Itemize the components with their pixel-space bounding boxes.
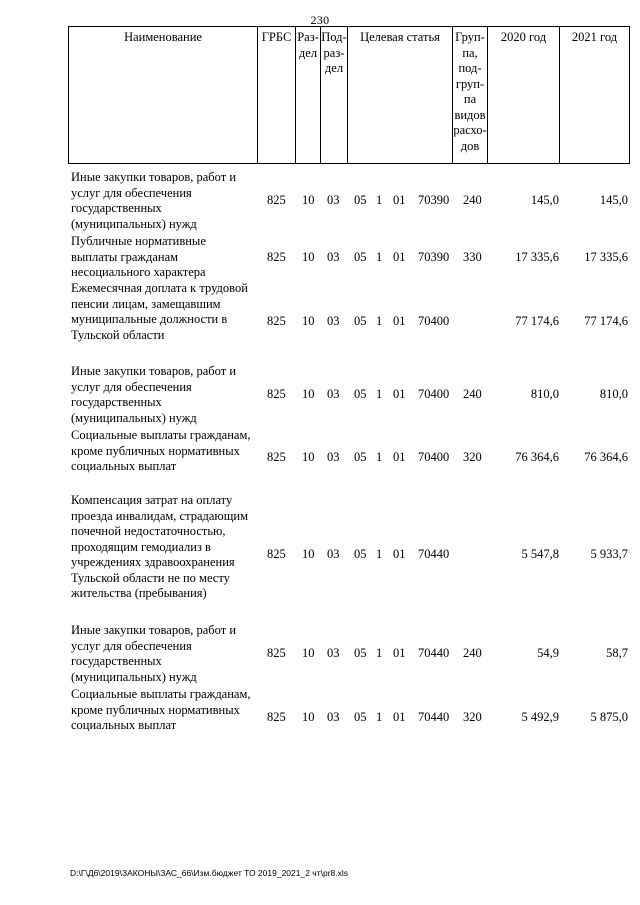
row-name: Социальные выплаты гражданам, кроме публичных нормативных социальных выплат — [71, 687, 251, 732]
row-direction: 70390 — [418, 193, 450, 207]
row-direction: 70440 — [418, 710, 450, 724]
header-expense-group: Груп- па, под- груп- па видов расхо- дов — [452, 27, 487, 163]
row-name: Публичные нормативные выплаты гражданам несоциального характера — [71, 234, 206, 279]
header-2020: 2020 год — [487, 27, 559, 163]
row-podrazdel: 03 — [327, 646, 340, 660]
row-subprogram: 1 — [376, 547, 383, 561]
row-razdel: 10 — [302, 710, 315, 724]
row-podrazdel: 03 — [327, 250, 340, 264]
row-grbs: 825 — [267, 250, 286, 264]
row-event: 01 — [393, 547, 406, 561]
row-value-2021: 77 174,6 — [584, 314, 628, 328]
row-direction: 70400 — [418, 450, 450, 464]
row-value-2020: 76 364,6 — [515, 450, 559, 464]
row-expense-type: 240 — [463, 387, 482, 401]
row-event: 01 — [393, 387, 406, 401]
row-subprogram: 1 — [376, 387, 383, 401]
row-value-2020: 5 492,9 — [521, 710, 559, 724]
header-razdel: Раз- дел — [295, 27, 320, 163]
header-target-article: Целевая статья — [347, 27, 452, 163]
row-event: 01 — [393, 710, 406, 724]
row-grbs: 825 — [267, 646, 286, 660]
row-razdel: 10 — [302, 646, 315, 660]
row-razdel: 10 — [302, 193, 315, 207]
row-name: Ежемесячная доплата к трудовой пенсии лицам, замещавшим муниципальные должности в Тульской области — [71, 281, 248, 342]
row-podrazdel: 03 — [327, 387, 340, 401]
row-expense-type: 320 — [463, 450, 482, 464]
row-direction: 70400 — [418, 314, 450, 328]
row-podrazdel: 03 — [327, 547, 340, 561]
row-event: 01 — [393, 450, 406, 464]
row-podrazdel: 03 — [327, 450, 340, 464]
row-subprogram: 1 — [376, 193, 383, 207]
row-razdel: 10 — [302, 450, 315, 464]
row-podrazdel: 03 — [327, 710, 340, 724]
row-subprogram: 1 — [376, 250, 383, 264]
header-2021: 2021 год — [559, 27, 630, 163]
row-value-2021: 810,0 — [599, 387, 628, 401]
row-value-2021: 76 364,6 — [584, 450, 628, 464]
row-subprogram: 1 — [376, 314, 383, 328]
row-grbs: 825 — [267, 450, 286, 464]
row-value-2020: 145,0 — [530, 193, 559, 207]
row-value-2021: 5 933,7 — [590, 547, 628, 561]
row-program: 05 — [354, 450, 367, 464]
row-direction: 70440 — [418, 646, 450, 660]
row-razdel: 10 — [302, 250, 315, 264]
row-grbs: 825 — [267, 193, 286, 207]
row-program: 05 — [354, 314, 367, 328]
row-razdel: 10 — [302, 547, 315, 561]
row-subprogram: 1 — [376, 646, 383, 660]
row-direction: 70390 — [418, 250, 450, 264]
row-program: 05 — [354, 250, 367, 264]
row-value-2020: 77 174,6 — [515, 314, 559, 328]
header-podrazdel: Под- раз- дел — [320, 27, 347, 163]
row-podrazdel: 03 — [327, 193, 340, 207]
row-grbs: 825 — [267, 314, 286, 328]
row-program: 05 — [354, 387, 367, 401]
row-event: 01 — [393, 646, 406, 660]
row-grbs: 825 — [267, 547, 286, 561]
row-subprogram: 1 — [376, 450, 383, 464]
row-event: 01 — [393, 250, 406, 264]
row-name: Иные закупки товаров, работ и услуг для обеспечения государственных (муниципальных) нужд — [71, 364, 237, 425]
row-name: Социальные выплаты гражданам, кроме публичных нормативных социальных выплат — [71, 428, 251, 473]
row-expense-type: 320 — [463, 710, 482, 724]
row-expense-type: 240 — [463, 646, 482, 660]
row-subprogram: 1 — [376, 710, 383, 724]
row-value-2020: 17 335,6 — [515, 250, 559, 264]
row-event: 01 — [393, 314, 406, 328]
row-razdel: 10 — [302, 387, 315, 401]
page-number: 230 — [310, 13, 330, 27]
row-value-2020: 5 547,8 — [521, 547, 559, 561]
row-podrazdel: 03 — [327, 314, 340, 328]
header-grbs: ГРБС — [257, 27, 295, 163]
header-name: Наименование — [68, 27, 257, 163]
row-program: 05 — [354, 646, 367, 660]
row-value-2021: 5 875,0 — [590, 710, 628, 724]
row-program: 05 — [354, 710, 367, 724]
file-path-footer: D:\Г\Д6\2019\ЗАКОНЫ\ЗАС_66\Изм.бюджет ТО 2019_2021_2 чт\pr8.xls — [70, 868, 349, 878]
row-value-2021: 145,0 — [599, 193, 628, 207]
row-expense-type: 240 — [463, 193, 482, 207]
row-value-2021: 58,7 — [606, 646, 628, 660]
row-value-2020: 810,0 — [530, 387, 559, 401]
row-expense-type: 330 — [463, 250, 482, 264]
row-grbs: 825 — [267, 710, 286, 724]
row-name: Иные закупки товаров, работ и услуг для обеспечения государственных (муниципальных) нужд — [71, 623, 237, 684]
row-name: Компенсация затрат на оплату проезда инвалидам, страдающим почечной недостаточностью, проходящим гемодиализ в учреждениях здравоохранения Тульской области не по месту жительства (пребывания) — [71, 493, 248, 600]
row-program: 05 — [354, 547, 367, 561]
row-program: 05 — [354, 193, 367, 207]
row-value-2020: 54,9 — [537, 646, 559, 660]
row-direction: 70440 — [418, 547, 450, 561]
row-razdel: 10 — [302, 314, 315, 328]
row-value-2021: 17 335,6 — [584, 250, 628, 264]
row-direction: 70400 — [418, 387, 450, 401]
row-event: 01 — [393, 193, 406, 207]
row-name: Иные закупки товаров, работ и услуг для обеспечения государственных (муниципальных) нужд — [71, 170, 237, 231]
row-grbs: 825 — [267, 387, 286, 401]
